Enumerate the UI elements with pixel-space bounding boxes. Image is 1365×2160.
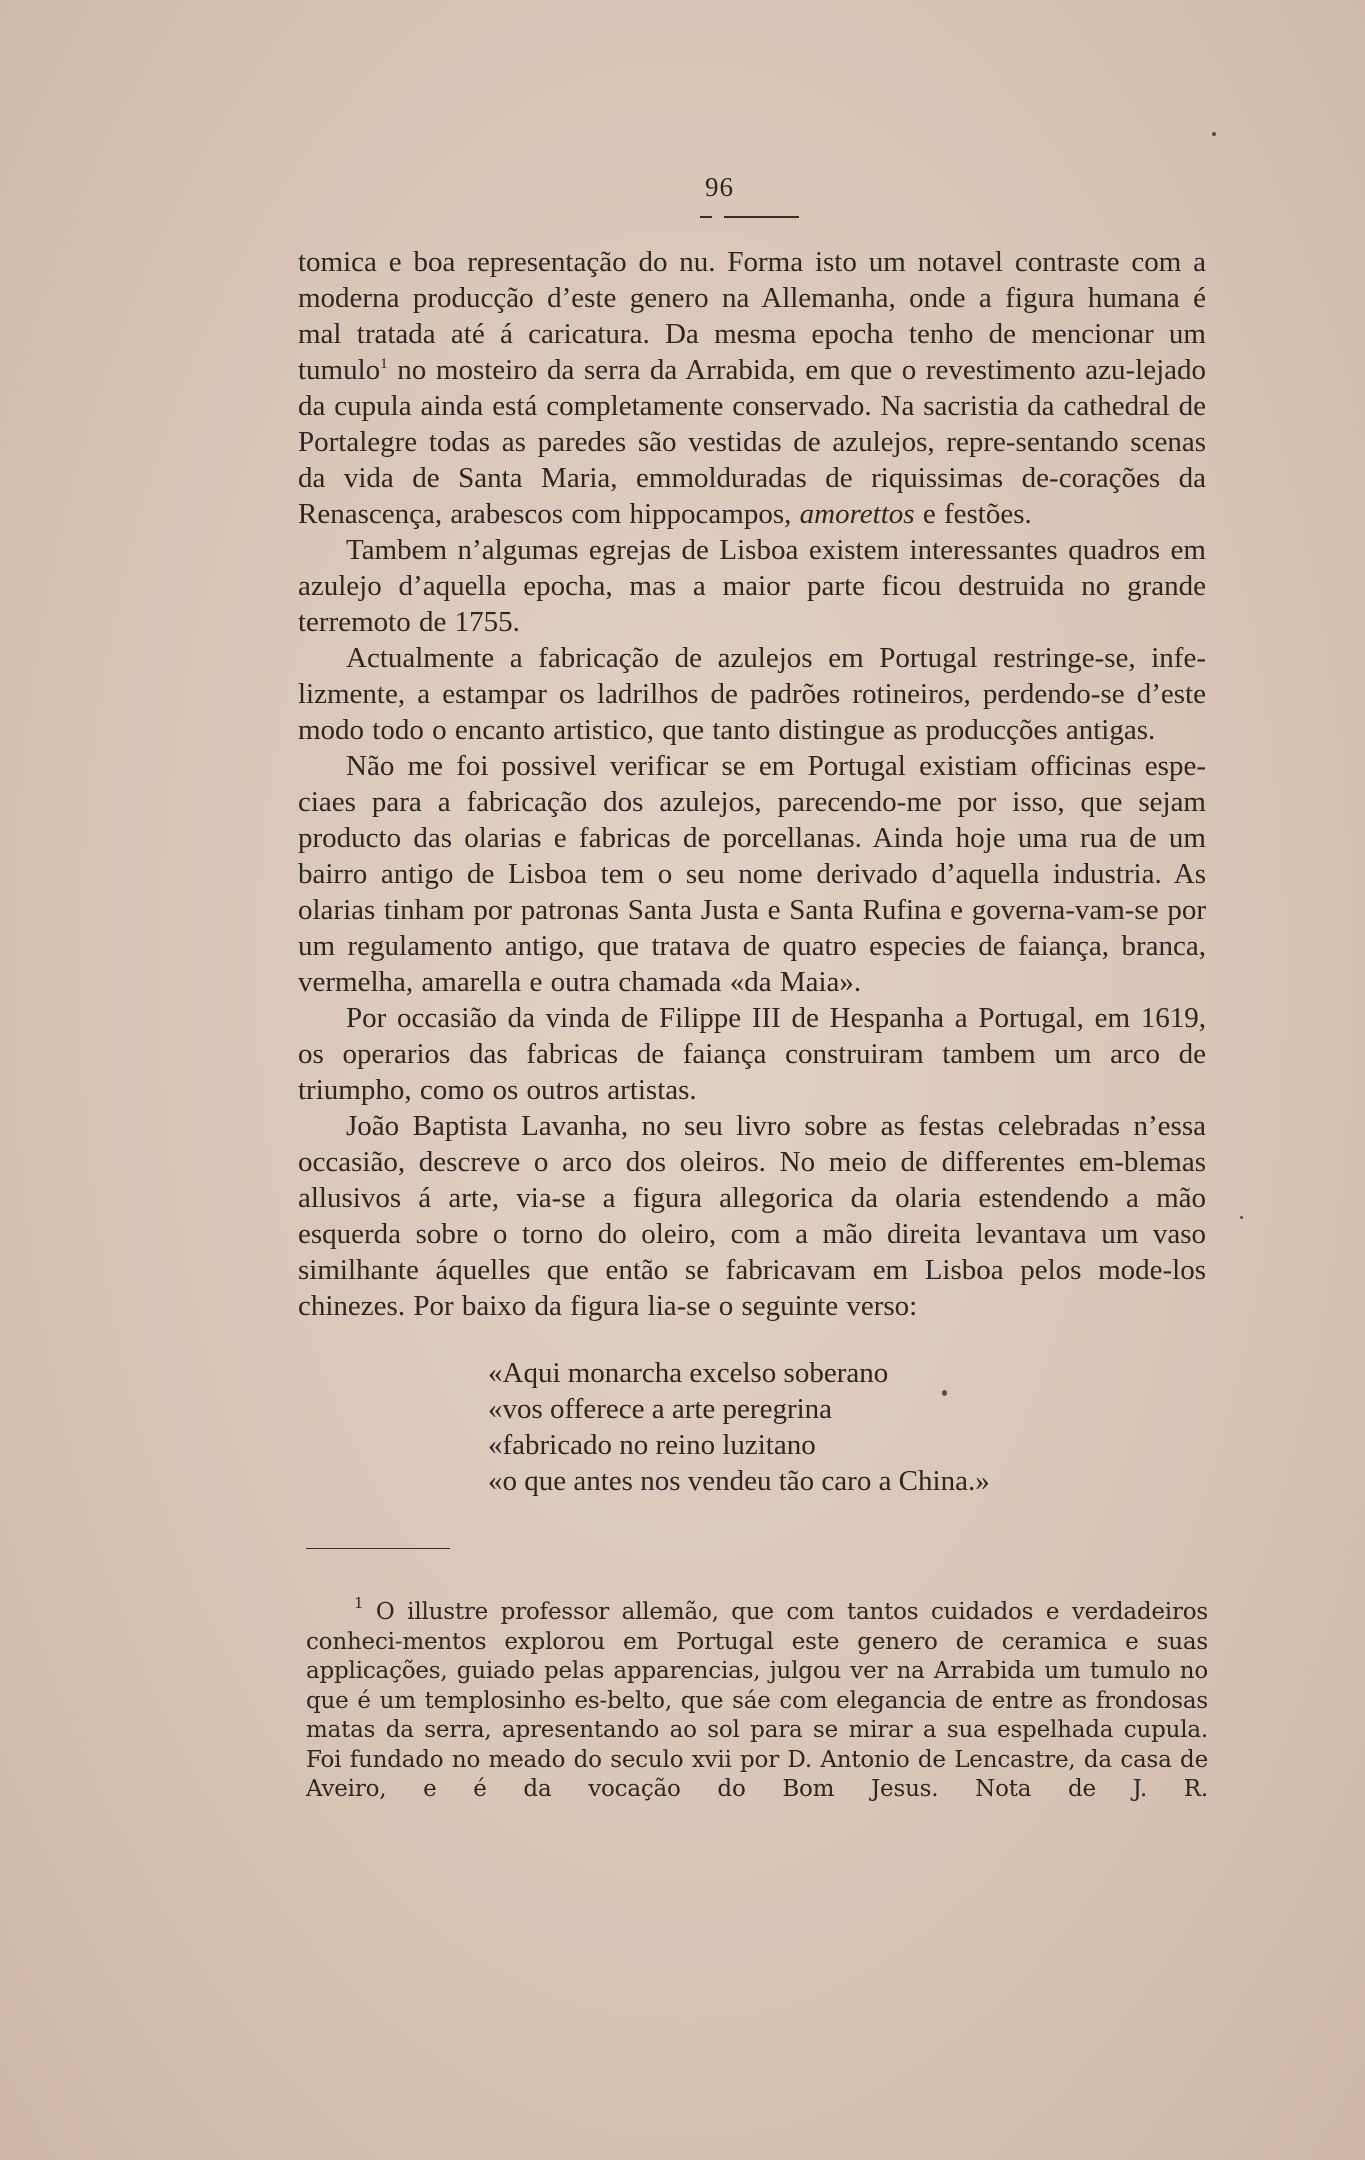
paragraph-1-text-c: e festões.	[914, 498, 1032, 530]
paragraph-1-text-b: no mosteiro da serra da Arrabida, em que o revestimento azu-lejado da cupula ainda está completamente conservado. Na sacristia da cathedral de Portalegre todas as paredes são vestidas de azulejos, repre-sentando scenas da vida de Santa Maria, emmolduradas de riquissimas de-corações da Renascença, arabescos com hippocampos,	[298, 354, 1206, 530]
paragraph-5: Por occasião da vinda de Filippe III de Hespanha a Portugal, em 1619, os operarios das fabricas de faiança construiram tambem um arco de triumpho, como os outros artistas.	[298, 1002, 1206, 1106]
paragraph-1-italic: amorettos	[799, 498, 915, 530]
page-number-rule-dash	[700, 216, 712, 218]
paragraph-4: Não me foi possivel verificar se em Portugal existiam officinas espe-ciaes para a fabricação dos azulejos, parecendo-me por isso, que sejam producto das olarias e fabricas de porcellanas. Ainda hoje uma rua de um bairro antigo de Lisboa tem o seu nome derivado d’aquella industria. As olarias tinham por patronas Santa Justa e Santa Rufina e governa-vam-se por um regulamento antigo, que tratava de quatro especies de faiança, branca, vermelha, amarella e outra chamada «da Maia».	[298, 750, 1206, 998]
paragraph-2: Tambem n’algumas egrejas de Lisboa existem interessantes quadros em azulejo d’aquella epocha, mas a maior parte ficou destruida no grande terremoto de 1755.	[298, 534, 1206, 638]
paragraph-6: João Baptista Lavanha, no seu livro sobre as festas celebradas n’essa occasião, descreve o arco dos oleiros. No meio de differentes em-blemas allusivos á arte, via-se a figura allegorica da olaria estendendo a mão esquerda sobre o torno do oleiro, com a mão direita levantava um vaso similhante áquelles que então se fabricavam em Lisboa pelos mode-los chinezes. Por baixo da figura lia-se o seguinte verso:	[298, 1110, 1206, 1322]
paragraph-3: Actualmente a fabricação de azulejos em Portugal restringe-se, infe-lizmente, a estampar os ladrilhos de padrões rotineiros, perdendo-se d’este modo todo o encanto artistico, que tanto distingue as producções antigas.	[298, 642, 1206, 746]
verse-line: «Aqui monarcha excelso soberano	[488, 1357, 889, 1389]
paper-speck	[1212, 132, 1216, 136]
footnote-text: O illustre professor allemão, que com tantos cuidados e verdadeiros conheci-mentos explorou em Portugal este genero de ceramica e suas applicações, guiado pelas apparencias, julgou ver na Arrabida um tumulo no que é um templosinho es-belto, que sáe com elegancia de entre as frondosas matas da serra, apresentando ao sol para se mirar a sua espelhada cupula. Foi fundado no meado do seculo xvii por D. Antonio de Lencastre, da casa de Aveiro, e é da vocação do Bom Jesus. Nota de J. R.	[306, 1599, 1208, 1802]
verse-line: «vos offerece a arte peregrina	[488, 1393, 833, 1425]
verse-line: «o que antes nos vendeu tão caro a China.»	[488, 1465, 990, 1497]
verse-line: «fabricado no reino luzitano	[488, 1429, 816, 1461]
footnote	[306, 1594, 1208, 1805]
paper-speck	[942, 1390, 947, 1396]
body-text	[298, 244, 1206, 1324]
verse-block	[488, 1355, 990, 1499]
paper-speck	[1240, 1216, 1243, 1219]
paragraph-1-text-a: tomica e boa representação do nu. Forma isto um notavel contraste com a moderna producção d’este genero na Allemanha, onde a figura humana é mal tratada até á caricatura. Da mesma epocha tenho de mencionar um tumulo	[298, 246, 1206, 386]
page-number-rule	[724, 216, 799, 218]
footnote-rule	[306, 1548, 450, 1549]
footnote-marker: 1	[354, 1594, 364, 1612]
paragraph-1	[298, 244, 1206, 532]
page-number: 96	[705, 172, 734, 202]
footnote-reference: 1	[380, 356, 388, 372]
